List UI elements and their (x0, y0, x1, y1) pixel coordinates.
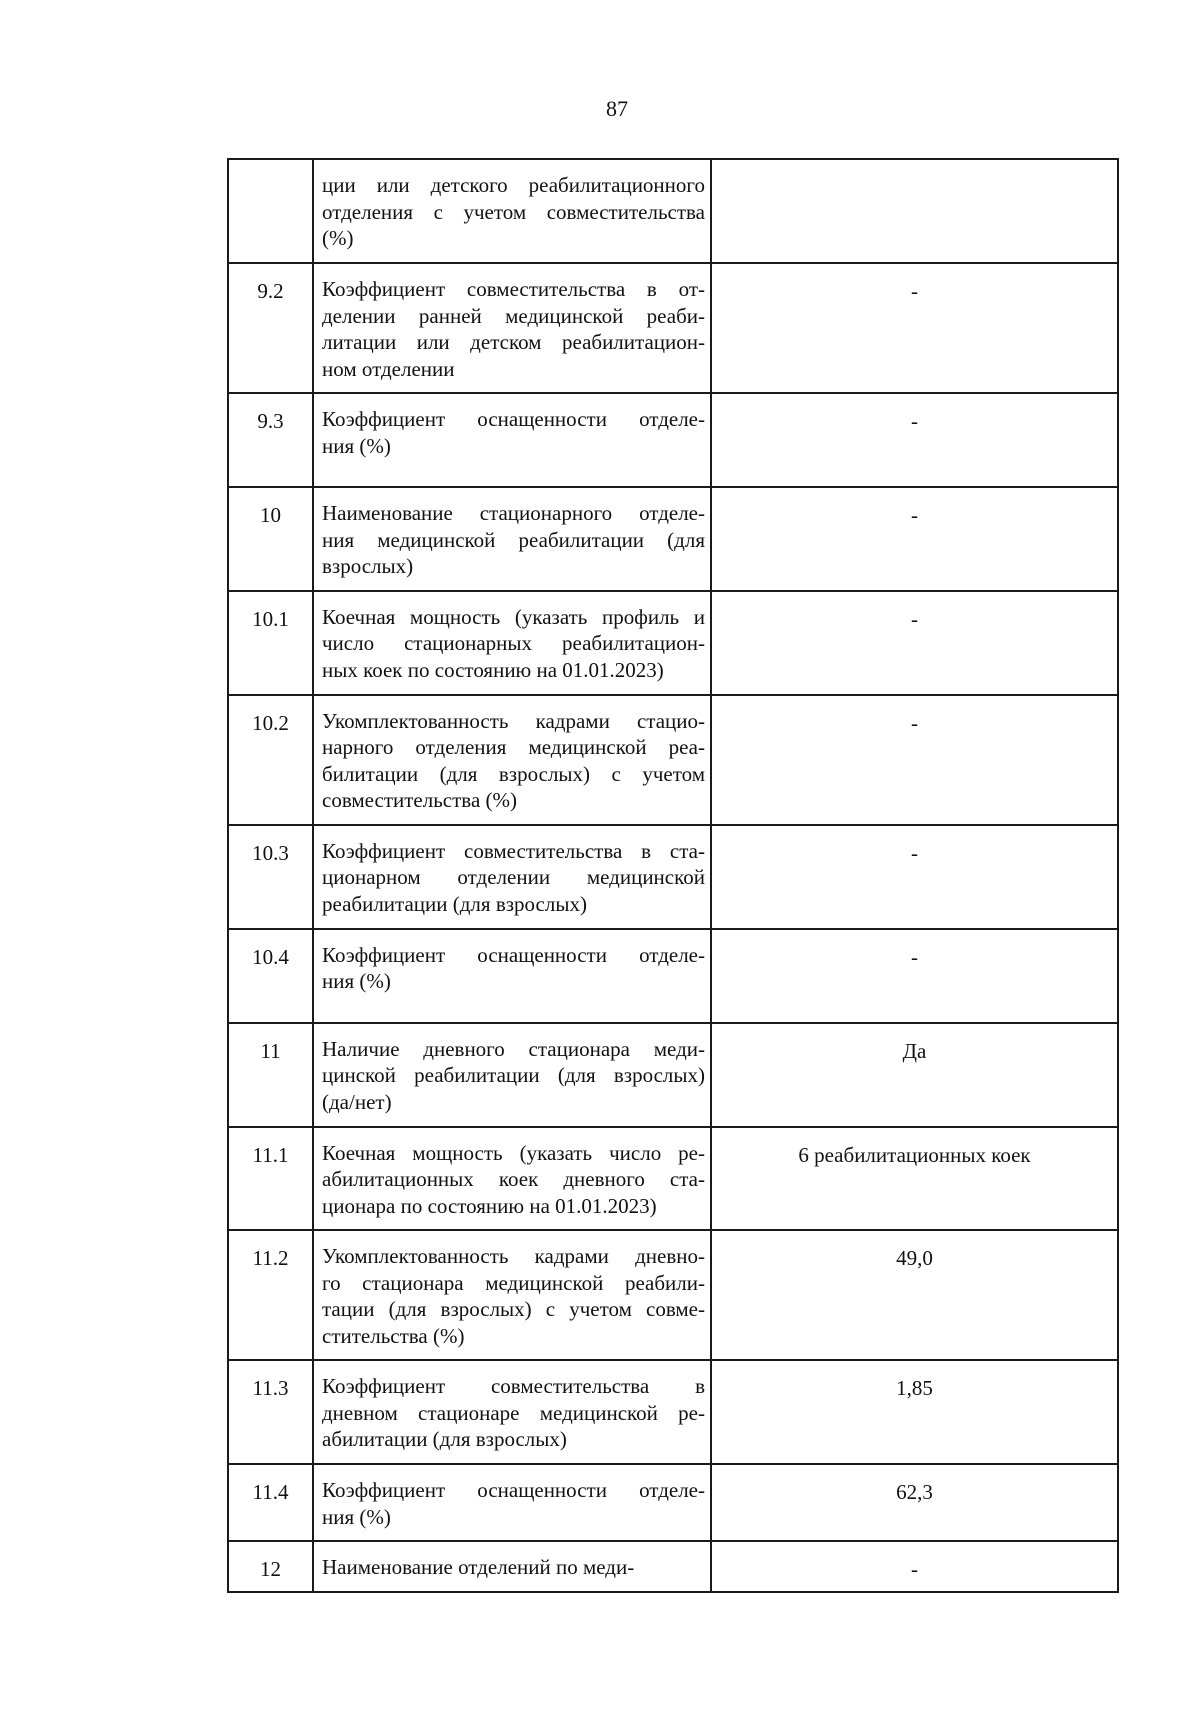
indicator-name-line: взрослых) (322, 554, 414, 578)
indicator-name-line: Наименование отделений по меди- (322, 1555, 635, 1579)
table-body (228, 159, 1118, 1592)
row-number: 9.2 (228, 263, 313, 393)
indicator-name-line: ных коек по состоянию на 01.01.2023) (322, 657, 664, 682)
indicator-name-line: абилитационных коек дневного ста- (322, 1167, 705, 1191)
row-number: 11 (228, 1023, 313, 1127)
indicator-name-line: ном отделении (322, 356, 455, 381)
indicator-name-line: ния (%) (322, 969, 391, 993)
table-row (228, 1360, 1118, 1464)
table-row (228, 393, 1118, 487)
indicator-name-line: делении ранней медицинской реаби- (322, 303, 705, 328)
indicator-name-line: Коэффициент совместительства в (322, 1374, 705, 1398)
indicator-value: Да (711, 1023, 1118, 1127)
row-number: 9.3 (228, 393, 313, 487)
indicator-name-line: абилитации (для взрослых) (322, 1427, 567, 1451)
indicator-value: - (711, 591, 1118, 695)
indicator-name-line: ния (%) (322, 1504, 391, 1529)
indicator-name-line: (да/нет) (322, 1089, 392, 1114)
indicator-name (313, 263, 711, 393)
data-table (227, 158, 1119, 1593)
row-number: 10.3 (228, 825, 313, 929)
indicator-name-line: ции или детского реабилитационного (322, 173, 705, 197)
indicator-value: 1,85 (711, 1360, 1118, 1464)
indicator-name-line: дневном стационаре медицинской ре- (322, 1400, 705, 1425)
indicator-value: - (711, 1541, 1118, 1592)
table-row (228, 1464, 1118, 1541)
indicator-name-line: Коечная мощность (указать число ре- (322, 1140, 705, 1165)
indicator-name-line: Коэффициент совместительства в от- (322, 277, 705, 301)
row-number: 10.2 (228, 695, 313, 825)
indicator-name (313, 1464, 711, 1541)
indicator-name-line: нарного отделения медицинской реа- (322, 735, 705, 759)
indicator-name-line: Коэффициент совместительства в ста- (322, 838, 705, 863)
indicator-name (313, 1127, 711, 1231)
page-number: 87 (606, 96, 628, 121)
indicator-name (313, 393, 711, 487)
indicator-value: 62,3 (711, 1464, 1118, 1541)
table-row (228, 1541, 1118, 1592)
row-number: 11.1 (228, 1127, 313, 1231)
table-row (228, 591, 1118, 695)
indicator-value: 6 реабилитационных коек (711, 1127, 1118, 1231)
indicator-name-line: отделения с учетом совместительства (322, 199, 705, 224)
table-row (228, 929, 1118, 1023)
indicator-name-line: реабилитации (для взрослых) (322, 891, 587, 916)
table-row (228, 263, 1118, 393)
indicator-name-line: Коэффициент оснащенности отделе- (322, 1478, 705, 1502)
indicator-name (313, 1541, 711, 1592)
indicator-value: - (711, 487, 1118, 591)
indicator-name (313, 1230, 711, 1360)
table-row (228, 487, 1118, 591)
row-number: 11.2 (228, 1230, 313, 1360)
indicator-name-line: литации или детском реабилитацион- (322, 330, 705, 354)
indicator-name-line: стительства (%) (322, 1323, 465, 1348)
indicator-name-line: ния медицинской реабилитации (для (322, 527, 705, 552)
indicator-value: - (711, 825, 1118, 929)
table-row (228, 825, 1118, 929)
indicator-name-line: Коечная мощность (указать профиль и (322, 604, 705, 629)
indicator-name-line: Наименование стационарного отделе- (322, 501, 705, 525)
table-row (228, 1127, 1118, 1231)
indicator-name (313, 1360, 711, 1464)
indicator-name-line: число стационарных реабилитацион- (322, 631, 705, 655)
indicator-name (313, 1023, 711, 1127)
row-number: 11.3 (228, 1360, 313, 1464)
indicator-name (313, 159, 711, 263)
indicator-name-line: цинской реабилитации (для взрослых) (322, 1063, 705, 1087)
indicator-name-line: ния (%) (322, 433, 391, 458)
table-row (228, 1230, 1118, 1360)
indicator-name (313, 591, 711, 695)
indicator-value: 49,0 (711, 1230, 1118, 1360)
indicator-name-line: Укомплектованность кадрами дневно- (322, 1244, 705, 1268)
indicator-name-line: Укомплектованность кадрами стацио- (322, 708, 705, 733)
indicator-name-line: ционара по состоянию на 01.01.2023) (322, 1193, 657, 1218)
indicator-name-line: го стационара медицинской реабили- (322, 1270, 705, 1295)
row-number: 10.1 (228, 591, 313, 695)
indicator-name (313, 487, 711, 591)
row-number: 12 (228, 1541, 313, 1592)
indicator-name-line: (%) (322, 226, 354, 250)
indicator-value: - (711, 393, 1118, 487)
indicator-name (313, 929, 711, 1023)
row-number: 10 (228, 487, 313, 591)
indicator-value: - (711, 929, 1118, 1023)
indicator-value: - (711, 695, 1118, 825)
row-number: 11.4 (228, 1464, 313, 1541)
indicator-value: - (711, 263, 1118, 393)
row-number (228, 159, 313, 263)
indicator-name-line: ционарном отделении медицинской (322, 865, 705, 889)
indicator-name-line: билитации (для взрослых) с учетом (322, 761, 705, 786)
table-row (228, 1023, 1118, 1127)
row-number: 10.4 (228, 929, 313, 1023)
indicator-value (711, 159, 1118, 263)
indicator-name-line: Коэффициент оснащенности отделе- (322, 942, 705, 967)
indicator-name-line: Наличие дневного стационара меди- (322, 1036, 705, 1061)
table-row (228, 159, 1118, 263)
indicator-name-line: Коэффициент оснащенности отделе- (322, 407, 705, 431)
table-row (228, 695, 1118, 825)
indicator-name-line: тации (для взрослых) с учетом совме- (322, 1297, 705, 1321)
indicator-name-line: совместительства (%) (322, 788, 517, 812)
indicator-name (313, 695, 711, 825)
indicator-name (313, 825, 711, 929)
